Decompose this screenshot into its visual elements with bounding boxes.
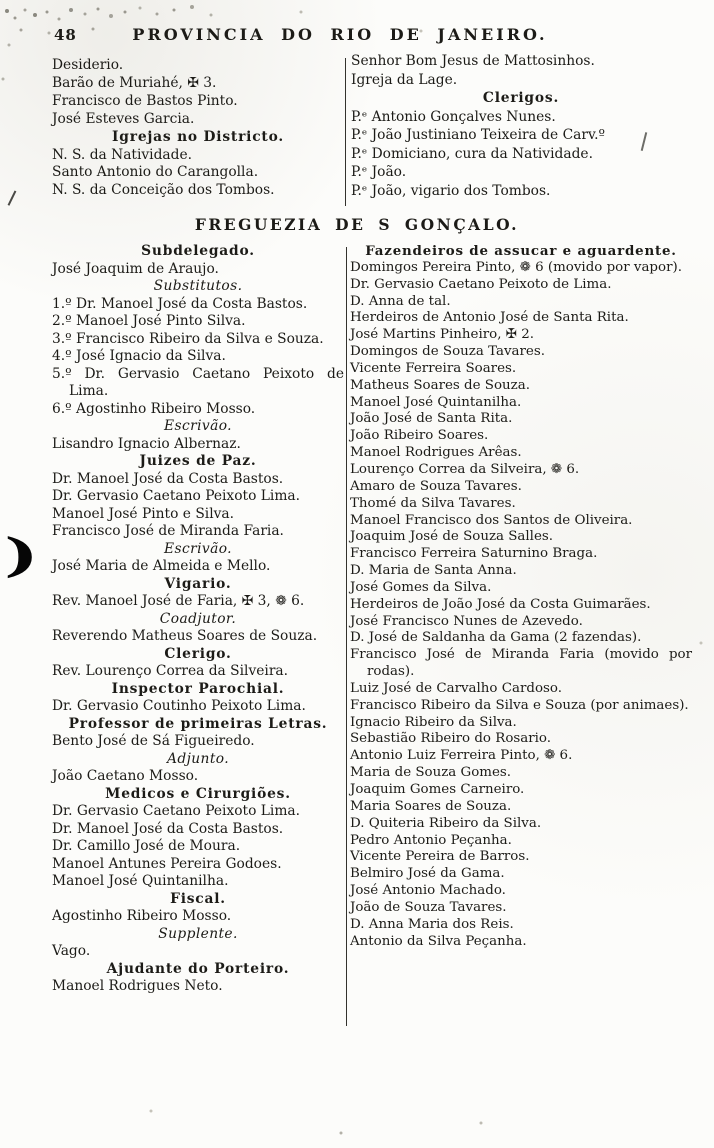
column-divider-top (345, 58, 346, 206)
entry-line: D. Anna Maria dos Reis. (350, 916, 514, 932)
entry-line: Dr. Manoel José da Costa Bastos. (52, 470, 284, 487)
scan-noise-specks (0, 0, 2, 2)
entry-line: 3.º Francisco Ribeiro da Silva e Souza. (52, 330, 324, 347)
entry-line: Pedro Antonio Peçanha. (350, 832, 512, 848)
entry-line: Lisandro Ignacio Albernaz. (52, 435, 241, 452)
top-right-column (351, 52, 691, 200)
entry-line: Herdeiros de João José da Costa Guimarães. (350, 596, 651, 612)
entry-line: D. Quiteria Ribeiro da Silva. (350, 815, 542, 831)
page-number: 48 (54, 26, 77, 44)
entry-line: P.ᵉ João, vigario dos Tombos. (351, 182, 551, 199)
subheading: Professor de primeiras Letras. (68, 715, 328, 732)
entry-line: Dr. Manoel José da Costa Bastos. (52, 820, 284, 837)
entry-line: Rev. Manoel José de Faria, ✠ 3, ❁ 6. (52, 593, 305, 609)
entry-line: Lourenço Correa da Silveira, ❁ 6. (350, 461, 580, 477)
freguezia-left-column (52, 243, 344, 996)
entry-line: P.ᵉ João Justiniano Teixeira de Carv.º (351, 127, 605, 143)
subheading: Subdelegado. (141, 243, 255, 259)
entry-line: José Joaquim de Araujo. (52, 260, 219, 277)
entry-line: Senhor Bom Jesus de Mattosinhos. (351, 53, 595, 69)
entry-line: Domingos de Souza Tavares. (350, 344, 545, 360)
entry-line: José Maria de Almeida e Mello. (52, 558, 271, 574)
subheading: Supplente. (158, 925, 238, 942)
subheading: Igrejas no Districto. (112, 128, 284, 145)
entry-line: João de Souza Tavares. (350, 899, 507, 915)
entry-line: Manoel Rodrigues Arêas. (350, 445, 522, 461)
entry-line: D. Anna de tal. (350, 293, 451, 309)
subheading: Substitutos. (153, 278, 243, 294)
entry-line: N. S. da Conceição dos Tombos. (52, 182, 275, 199)
entry-line: 2.º Manoel José Pinto Silva. (52, 313, 246, 329)
entry-line: José Antonio Machado. (350, 883, 506, 899)
entry-line: D. Maria de Santa Anna. (350, 563, 517, 579)
entry-line: Francisco José de Miranda Faria (movido por rodas). (350, 647, 692, 680)
subheading: Clerigos. (482, 90, 560, 106)
top-left-column (52, 57, 344, 200)
entry-line: 1.º Dr. Manoel José da Costa Bastos. (52, 295, 308, 312)
subheading: Clerigo. (164, 645, 232, 662)
entry-line: Agostinho Ribeiro Mosso. (52, 908, 232, 924)
subheading: Escrivão. (164, 418, 232, 434)
entry-line: Manoel Rodrigues Neto. (52, 978, 223, 994)
subheading: Fazendeiros de assucar e aguardente. (365, 243, 677, 259)
subheading: Medicos e Cirurgiões. (105, 785, 291, 802)
entry-line: Dr. Camillo José de Moura. (52, 838, 241, 854)
subheading: Escrivão. (164, 540, 232, 557)
entry-line: Bento José de Sá Figueiredo. (52, 733, 255, 749)
entry-line: Desiderio. (52, 57, 124, 73)
entry-line: Reverendo Matheus Soares de Souza. (52, 628, 318, 644)
entry-line: Domingos Pereira Pinto, ❁ 6 (movido por vapor). (350, 259, 682, 275)
entry-line: José Esteves Garcia. (52, 110, 195, 127)
entry-line: Igreja da Lage. (351, 71, 458, 88)
entry-line: João Ribeiro Soares. (350, 428, 489, 444)
entry-line: Luiz José de Carvalho Cardoso. (350, 680, 562, 696)
freguezia-right-column (350, 243, 692, 950)
entry-line: José Martins Pinheiro, ✠ 2. (350, 327, 534, 343)
entry-line: Francisco de Bastos Pinto. (52, 92, 238, 109)
entry-line: Francisco José de Miranda Faria. (52, 523, 284, 539)
entry-line: Manoel José Quintanilha. (350, 394, 522, 410)
entry-line: P.ᵉ Antonio Gonçalves Nunes. (351, 108, 556, 125)
entry-line: Dr. Gervasio Coutinho Peixoto Lima. (52, 698, 306, 714)
entry-line: 5.º Dr. Gervasio Caetano Peixoto de Lima. (52, 365, 344, 399)
ink-blot-artifact: ) (4, 528, 39, 582)
subheading: Coadjutor. (159, 610, 237, 627)
entry-line: Antonio da Silva Peçanha. (350, 933, 527, 949)
entry-line: Vicente Ferreira Soares. (350, 360, 517, 376)
entry-line: Joaquim José de Souza Salles. (350, 529, 554, 545)
entry-line: Manoel Antunes Pereira Godoes. (52, 855, 282, 872)
entry-line: 4.º José Ignacio da Silva. (52, 348, 226, 364)
page-title: PROVINCIA DO RIO DE JANEIRO. (132, 25, 548, 44)
entry-line: Amaro de Souza Tavares. (350, 478, 522, 494)
entry-line: Vago. (52, 943, 91, 959)
entry-line: João José de Santa Rita. (350, 411, 513, 427)
subheading: Juizes de Paz. (139, 453, 257, 469)
subheading: Ajudante do Porteiro. (106, 960, 290, 977)
entry-line: Dr. Gervasio Caetano Peixoto de Lima. (350, 276, 612, 292)
entry-line: Joaquim Gomes Carneiro. (350, 782, 525, 797)
entry-line: Thomé da Silva Tavares. (350, 495, 516, 511)
column-divider-main (346, 247, 347, 1026)
entry-line: P.ᵉ João. (351, 164, 407, 180)
entry-line: Barão de Muriahé, ✠ 3. (52, 74, 217, 91)
entry-line: José Gomes da Silva. (350, 579, 492, 595)
entry-line: Santo Antonio do Carangolla. (52, 164, 259, 181)
subheading: Adjunto. (166, 750, 230, 767)
entry-line: Dr. Gervasio Caetano Peixoto Lima. (52, 803, 301, 819)
entry-line: Rev. Lourenço Correa da Silveira. (52, 663, 289, 679)
entry-line: Ignacio Ribeiro da Silva. (350, 714, 517, 730)
entry-line: D. José de Saldanha da Gama (2 fazendas). (350, 630, 642, 646)
entry-line: Maria Soares de Souza. (350, 798, 512, 814)
entry-line: Vicente Pereira de Barros. (350, 849, 530, 865)
entry-line: Francisco Ferreira Saturnino Braga. (350, 546, 598, 562)
entry-line: P.ᵉ Domiciano, cura da Natividade. (351, 145, 593, 162)
entry-line: Manoel Francisco dos Santos de Oliveira. (350, 512, 633, 528)
entry-line: Sebastião Ribeiro do Rosario. (350, 731, 552, 747)
subheading: Inspector Parochial. (111, 680, 285, 697)
scratch-mark (8, 190, 16, 205)
entry-line: Antonio Luiz Ferreira Pinto, ❁ 6. (350, 748, 573, 764)
entry-line: Herdeiros de Antonio José de Santa Rita. (350, 310, 629, 326)
subheading: Fiscal. (170, 890, 226, 907)
entry-line: Manoel José Pinto e Silva. (52, 505, 235, 522)
section-title: FREGUEZIA DE S GONÇALO. (194, 215, 520, 234)
subheading: Vigario. (164, 575, 232, 592)
entry-line: Belmiro José da Gama. (350, 866, 505, 882)
entry-line: 6.º Agostinho Ribeiro Mosso. (52, 400, 256, 417)
entry-line: Francisco Ribeiro da Silva e Souza (por animaes). (350, 697, 689, 713)
entry-line: N. S. da Natividade. (52, 146, 193, 163)
entry-line: Dr. Gervasio Caetano Peixoto Lima. (52, 488, 301, 504)
entry-line: Matheus Soares de Souza. (350, 377, 530, 393)
entry-line: João Caetano Mosso. (52, 768, 199, 784)
entry-line: José Francisco Nunes de Azevedo. (350, 613, 583, 629)
entry-line: Manoel José Quintanilha. (52, 873, 229, 889)
entry-line: Maria de Souza Gomes. (350, 765, 512, 781)
